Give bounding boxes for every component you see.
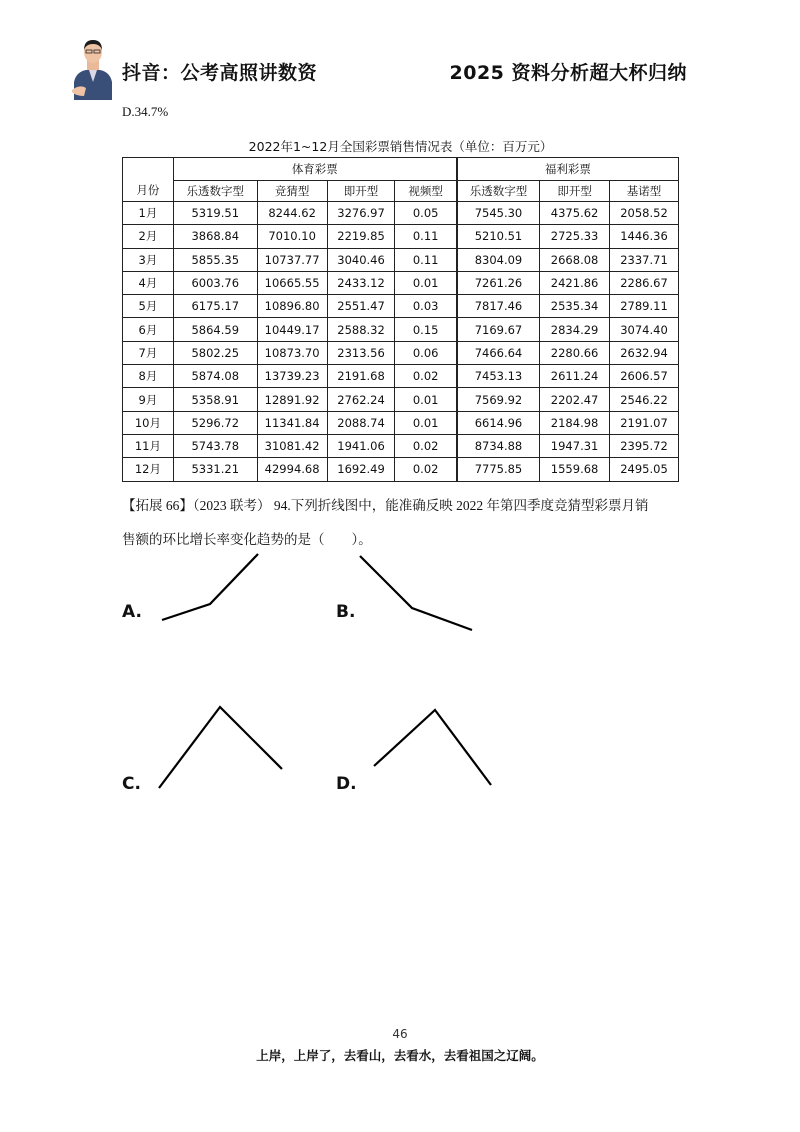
value-cell: 2762.24 xyxy=(327,388,395,411)
column-header: 乐透数字型 xyxy=(457,181,540,202)
value-cell: 0.01 xyxy=(395,411,457,434)
value-cell: 1559.68 xyxy=(540,458,610,481)
option-c-line-chart[interactable] xyxy=(155,703,285,793)
question-line-1: 【拓展 66】（2023 联考） 94.下列折线图中，能准确反映 2022 年第四季度竞猜型彩票月销 xyxy=(122,498,649,513)
question-line-2: 售额的环比增长率变化趋势的是（ ）。 xyxy=(122,532,372,547)
value-cell: 2606.57 xyxy=(610,365,679,388)
option-d-label[interactable]: D. xyxy=(336,774,357,794)
value-cell: 0.06 xyxy=(395,341,457,364)
value-cell: 3074.40 xyxy=(610,318,679,341)
value-cell: 5864.59 xyxy=(173,318,257,341)
table-row xyxy=(123,341,679,364)
option-a-line-chart[interactable] xyxy=(158,550,268,625)
value-cell: 2280.66 xyxy=(540,341,610,364)
value-cell: 10737.77 xyxy=(257,248,327,271)
column-header: 基诺型 xyxy=(610,181,679,202)
column-header: 即开型 xyxy=(540,181,610,202)
value-cell: 1446.36 xyxy=(610,225,679,248)
value-cell: 5802.25 xyxy=(173,341,257,364)
option-b-label[interactable]: B. xyxy=(336,602,356,622)
value-cell: 7453.13 xyxy=(457,365,540,388)
table-row xyxy=(123,295,679,318)
table-row xyxy=(123,271,679,294)
author-avatar xyxy=(70,30,116,100)
value-cell: 0.03 xyxy=(395,295,457,318)
table-row xyxy=(123,388,679,411)
document-title: 2025 资料分析超大杯归纳 xyxy=(449,62,687,84)
table-row xyxy=(123,458,679,481)
option-a-label[interactable]: A. xyxy=(122,602,142,622)
value-cell: 2337.71 xyxy=(610,248,679,271)
value-cell: 11341.84 xyxy=(257,411,327,434)
option-b-line-chart[interactable] xyxy=(356,552,476,634)
value-cell: 7569.92 xyxy=(457,388,540,411)
value-cell: 42994.68 xyxy=(257,458,327,481)
value-cell: 2219.85 xyxy=(327,225,395,248)
value-cell: 5743.78 xyxy=(173,434,257,457)
value-cell: 6175.17 xyxy=(173,295,257,318)
value-cell: 2668.08 xyxy=(540,248,610,271)
option-d-line-chart[interactable] xyxy=(370,706,495,788)
month-cell: 7月 xyxy=(123,341,174,364)
option-b-trend-line xyxy=(360,556,472,630)
value-cell: 12891.92 xyxy=(257,388,327,411)
value-cell: 5296.72 xyxy=(173,411,257,434)
value-cell: 0.05 xyxy=(395,202,457,225)
sports-lottery-header: 体育彩票 xyxy=(173,158,456,181)
column-header: 竞猜型 xyxy=(257,181,327,202)
value-cell: 2495.05 xyxy=(610,458,679,481)
table-caption: 2022年1~12月全国彩票销售情况表（单位：百万元） xyxy=(248,139,553,154)
value-cell: 7010.10 xyxy=(257,225,327,248)
option-d-trend-line xyxy=(374,710,491,785)
month-cell: 12月 xyxy=(123,458,174,481)
value-cell: 7261.26 xyxy=(457,271,540,294)
value-cell: 0.02 xyxy=(395,458,457,481)
value-cell: 2433.12 xyxy=(327,271,395,294)
value-cell: 13739.23 xyxy=(257,365,327,388)
value-cell: 2789.11 xyxy=(610,295,679,318)
column-header: 即开型 xyxy=(327,181,395,202)
question-text xyxy=(122,489,692,557)
value-cell: 8734.88 xyxy=(457,434,540,457)
value-cell: 2286.67 xyxy=(610,271,679,294)
value-cell: 1941.06 xyxy=(327,434,395,457)
value-cell: 5210.51 xyxy=(457,225,540,248)
value-cell: 2546.22 xyxy=(610,388,679,411)
value-cell: 5855.35 xyxy=(173,248,257,271)
value-cell: 2632.94 xyxy=(610,341,679,364)
value-cell: 3276.97 xyxy=(327,202,395,225)
value-cell: 1692.49 xyxy=(327,458,395,481)
value-cell: 2588.32 xyxy=(327,318,395,341)
month-cell: 11月 xyxy=(123,434,174,457)
option-c-trend-line xyxy=(159,707,282,788)
month-cell: 5月 xyxy=(123,295,174,318)
value-cell: 10873.70 xyxy=(257,341,327,364)
value-cell: 7775.85 xyxy=(457,458,540,481)
value-cell: 0.01 xyxy=(395,388,457,411)
value-cell: 0.02 xyxy=(395,434,457,457)
value-cell: 6614.96 xyxy=(457,411,540,434)
value-cell: 6003.76 xyxy=(173,271,257,294)
table-row xyxy=(123,225,679,248)
table-body xyxy=(123,202,679,482)
value-cell: 0.11 xyxy=(395,248,457,271)
value-cell: 7817.46 xyxy=(457,295,540,318)
value-cell: 2184.98 xyxy=(540,411,610,434)
value-cell: 0.02 xyxy=(395,365,457,388)
value-cell: 2551.47 xyxy=(327,295,395,318)
value-cell: 2725.33 xyxy=(540,225,610,248)
footer-slogan: 上岸，上岸了，去看山，去看水，去看祖国之辽阔。 xyxy=(256,1048,544,1063)
table-row xyxy=(123,411,679,434)
value-cell: 3868.84 xyxy=(173,225,257,248)
table-row xyxy=(123,365,679,388)
value-cell: 2611.24 xyxy=(540,365,610,388)
month-cell: 3月 xyxy=(123,248,174,271)
brand-title: 抖音：公考高照讲数资 xyxy=(122,62,318,84)
month-header: 月份 xyxy=(123,158,174,202)
value-cell: 0.01 xyxy=(395,271,457,294)
page-number: 46 xyxy=(392,1027,408,1041)
value-cell: 2088.74 xyxy=(327,411,395,434)
option-a-trend-line xyxy=(162,554,258,620)
month-cell: 2月 xyxy=(123,225,174,248)
value-cell: 5874.08 xyxy=(173,365,257,388)
previous-answer-option: D.34.7% xyxy=(122,104,169,119)
value-cell: 0.11 xyxy=(395,225,457,248)
value-cell: 1947.31 xyxy=(540,434,610,457)
value-cell: 10896.80 xyxy=(257,295,327,318)
value-cell: 2058.52 xyxy=(610,202,679,225)
value-cell: 7169.67 xyxy=(457,318,540,341)
value-cell: 5331.21 xyxy=(173,458,257,481)
value-cell: 2191.68 xyxy=(327,365,395,388)
value-cell: 7466.64 xyxy=(457,341,540,364)
value-cell: 2191.07 xyxy=(610,411,679,434)
value-cell: 7545.30 xyxy=(457,202,540,225)
value-cell: 5358.91 xyxy=(173,388,257,411)
value-cell: 31081.42 xyxy=(257,434,327,457)
value-cell: 2535.34 xyxy=(540,295,610,318)
month-cell: 10月 xyxy=(123,411,174,434)
option-c-label[interactable]: C. xyxy=(122,774,141,794)
month-cell: 4月 xyxy=(123,271,174,294)
table-subheader-row xyxy=(123,181,679,202)
value-cell: 0.15 xyxy=(395,318,457,341)
value-cell: 4375.62 xyxy=(540,202,610,225)
month-cell: 6月 xyxy=(123,318,174,341)
table-row xyxy=(123,248,679,271)
value-cell: 3040.46 xyxy=(327,248,395,271)
month-cell: 1月 xyxy=(123,202,174,225)
column-header: 视频型 xyxy=(395,181,457,202)
value-cell: 10665.55 xyxy=(257,271,327,294)
value-cell: 2421.86 xyxy=(540,271,610,294)
value-cell: 8304.09 xyxy=(457,248,540,271)
month-cell: 9月 xyxy=(123,388,174,411)
table-row xyxy=(123,434,679,457)
value-cell: 2395.72 xyxy=(610,434,679,457)
value-cell: 2202.47 xyxy=(540,388,610,411)
welfare-lottery-header: 福利彩票 xyxy=(457,158,679,181)
table-row xyxy=(123,318,679,341)
value-cell: 8244.62 xyxy=(257,202,327,225)
column-header: 乐透数字型 xyxy=(173,181,257,202)
value-cell: 10449.17 xyxy=(257,318,327,341)
value-cell: 2834.29 xyxy=(540,318,610,341)
lottery-sales-table xyxy=(122,157,679,482)
table-row xyxy=(123,202,679,225)
value-cell: 5319.51 xyxy=(173,202,257,225)
month-cell: 8月 xyxy=(123,365,174,388)
value-cell: 2313.56 xyxy=(327,341,395,364)
